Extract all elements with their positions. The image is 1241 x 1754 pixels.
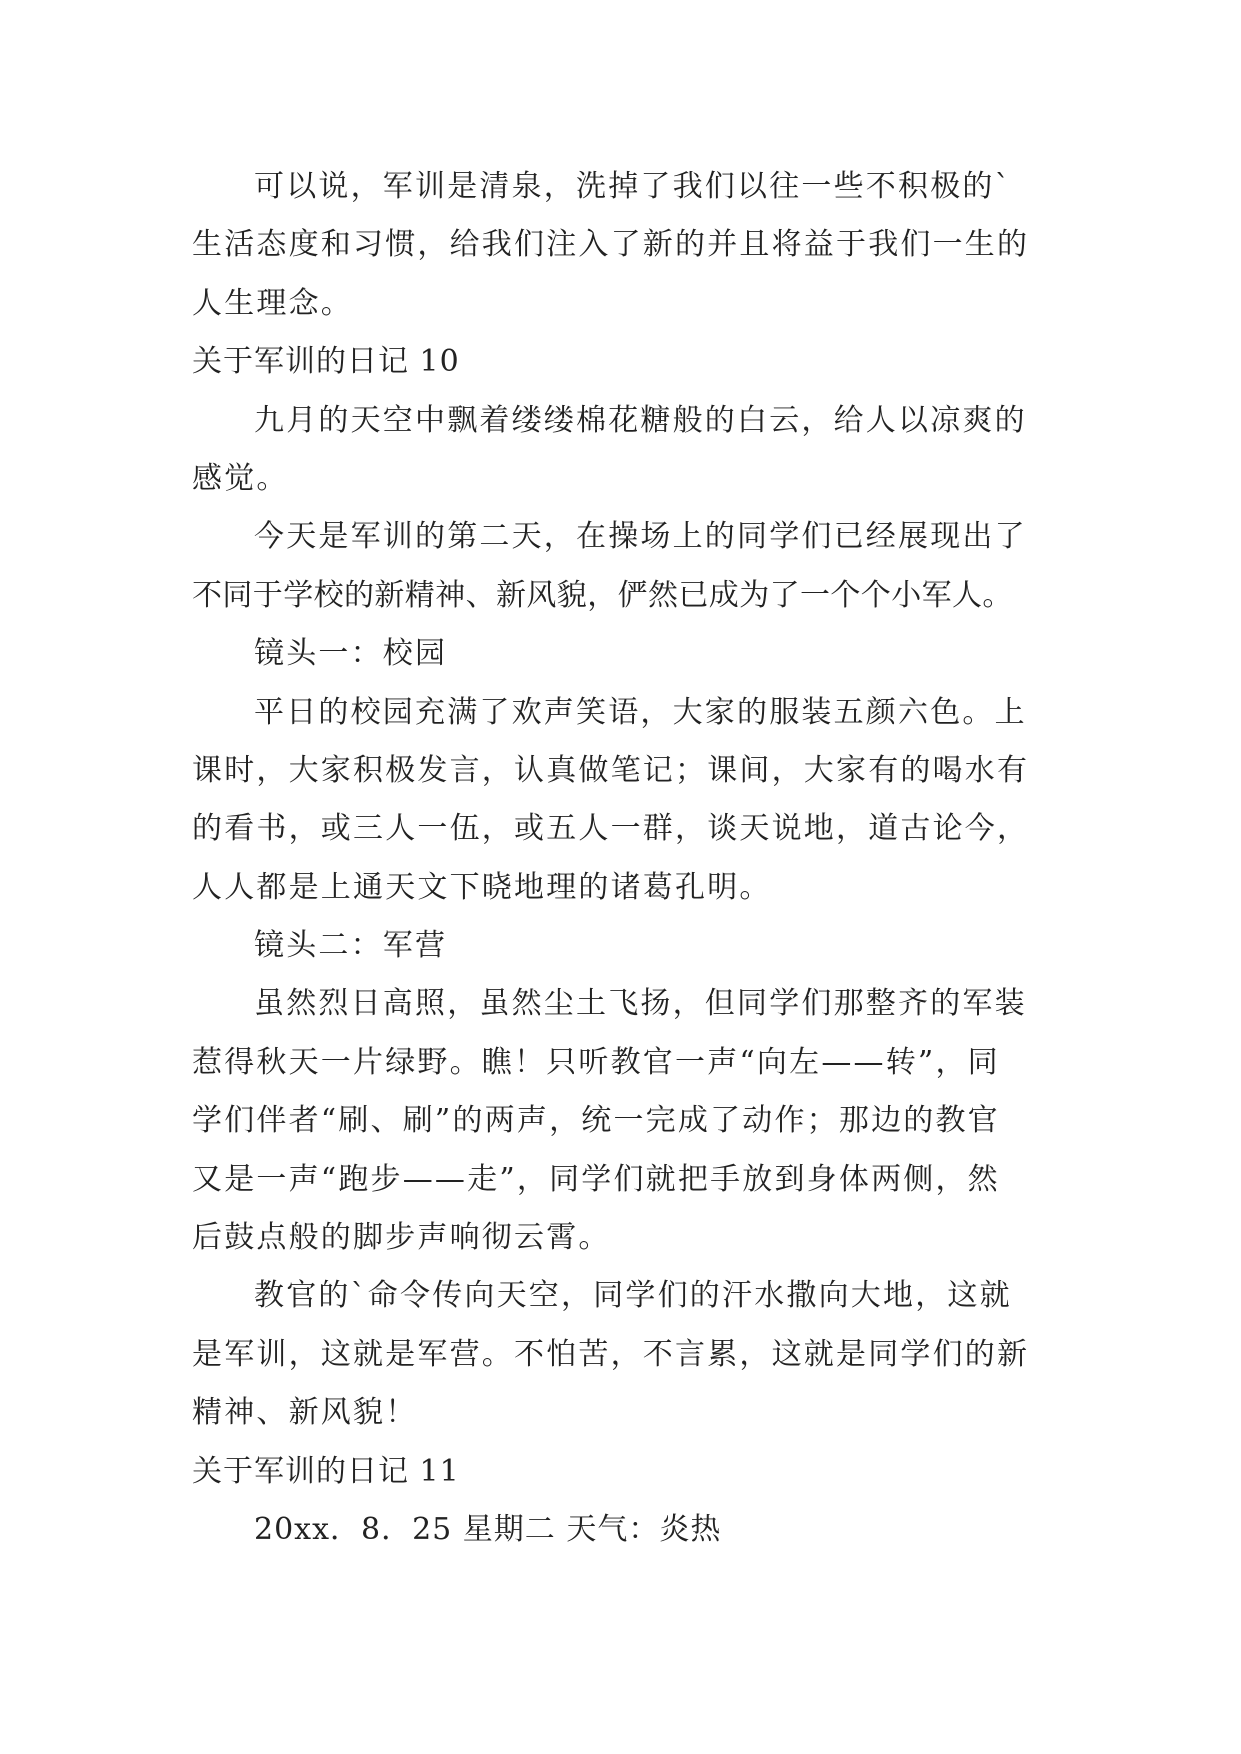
text-line: 感觉。: [192, 460, 289, 496]
text-line: 又是一声“跑步——走”，同学们就把手放到身体两侧，然: [192, 1161, 1000, 1197]
text-line: 今天是军训的第二天，在操场上的同学们已经展现出了: [254, 519, 1027, 555]
text-line: 虽然烈日高照，虽然尘土飞扬，但同学们那整齐的军装: [254, 986, 1027, 1022]
text-line: 生活态度和习惯，给我们注入了新的并且将益于我们一生的: [192, 227, 1030, 263]
document-body: [192, 158, 1062, 1559]
section-label: 镜头二：军营: [254, 928, 448, 964]
text-line: 惹得秋天一片绿野。瞧！只听教官一声“向左——转”，同: [192, 1044, 1000, 1080]
diary-heading: 关于军训的日记 10: [192, 344, 460, 380]
text-line: 教官的`命令传向天空，同学们的汗水撒向大地，这就: [254, 1278, 1012, 1314]
text-line: 学们伴者“刷、刷”的两声，统一完成了动作；那边的教官: [192, 1103, 1000, 1139]
text-line: 课时，大家积极发言，认真做笔记；课间，大家有的喝水有: [192, 752, 1030, 788]
text-line: 后鼓点般的脚步声响彻云霄。: [192, 1220, 611, 1256]
section-label: 镜头一：校园: [254, 636, 448, 672]
date-weather-line: 20xx．8．25 星期二 天气：炎热: [254, 1511, 722, 1547]
text-line: 人人都是上通天文下晓地理的诸葛孔明。: [192, 869, 772, 905]
text-line: 精神、新风貌！: [192, 1395, 418, 1431]
text-line: 的看书，或三人一伍，或五人一群，谈天说地，道古论今，: [192, 811, 1030, 847]
text-line: 不同于学校的新精神、新风貌，俨然已成为了一个个小军人。: [192, 577, 1013, 613]
diary-heading: 关于军训的日记 11: [192, 1453, 460, 1489]
text-line: 是军训，这就是军营。不怕苦，不言累，这就是同学们的新: [192, 1336, 1030, 1372]
text-line: 可以说，军训是清泉，洗掉了我们以往一些不积极的`: [254, 169, 1012, 204]
text-line: 平日的校园充满了欢声笑语，大家的服装五颜六色。上: [254, 694, 1027, 730]
text-line: 九月的天空中飘着缕缕棉花糖般的白云，给人以凉爽的: [254, 402, 1027, 438]
text-line: 人生理念。: [192, 285, 353, 321]
